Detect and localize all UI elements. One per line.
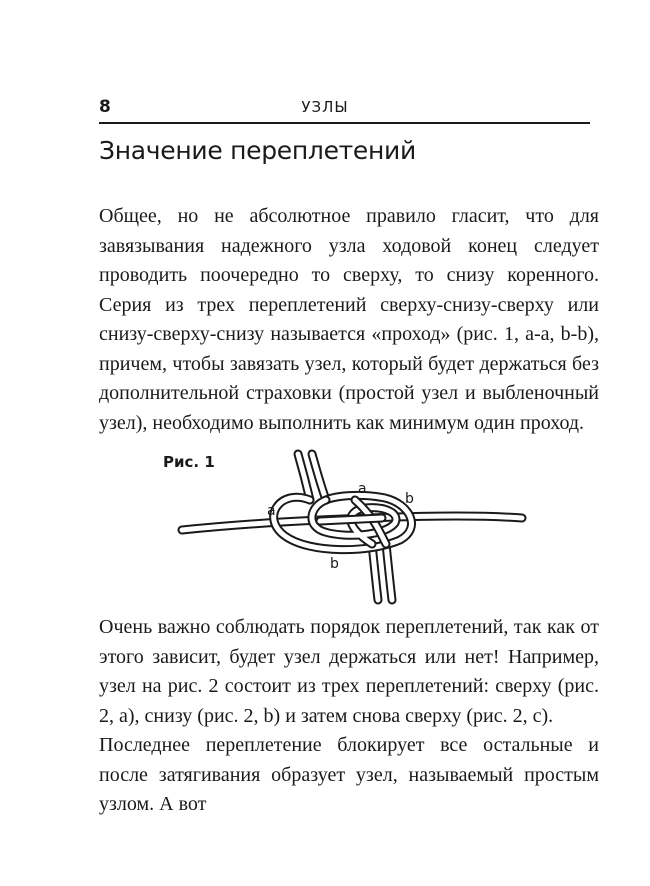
vertical-rope-top: [298, 454, 326, 500]
paragraph-2: Очень важно соблюдать порядок переплетений, так как от этого зависит, будет узел держаться или нет! Например, узел на рис. 2 состоит из трех переплетений: сверху (рис. 2, a), снизу (рис. 2, b) и затем снова сверху (рис. 2, c).: [99, 616, 599, 727]
running-head: УЗЛЫ: [301, 98, 349, 116]
figure-caption: Рис. 1: [163, 453, 215, 471]
paragraph-1: Общее, но не абсолютное правило гласит, что для завязывания надежного узла ходовой конец следует проводить поочередно то сверху, то снизу коренного. Серия из трех переплетений сверху-снизу-сверху или снизу-сверху-снизу называется «проход» (рис. 1, a-a, b-b), причем, чтобы завязать узел, который будет держаться без дополнительной страховки (простой узел и выбленочный узел), необходимо выполнить как минимум один проход.: [99, 205, 599, 434]
header-rule: [99, 122, 590, 124]
knot-illustration: [160, 448, 540, 608]
horizontal-rope-overpass: [320, 518, 382, 521]
page-number: 8: [99, 97, 111, 117]
label-a-left: a: [267, 503, 276, 519]
section-title: Значение переплетений: [99, 136, 416, 165]
label-b-bottom: b: [330, 556, 339, 572]
label-a-top: a: [358, 481, 367, 497]
figure-1: [160, 448, 540, 608]
vertical-rope-bottom: [372, 544, 392, 600]
label-b-right: b: [405, 491, 414, 507]
paragraph-3: Последнее переплетение блокирует все остальные и после затягивания образует узел, называемый простым узлом. А вот: [99, 734, 599, 815]
